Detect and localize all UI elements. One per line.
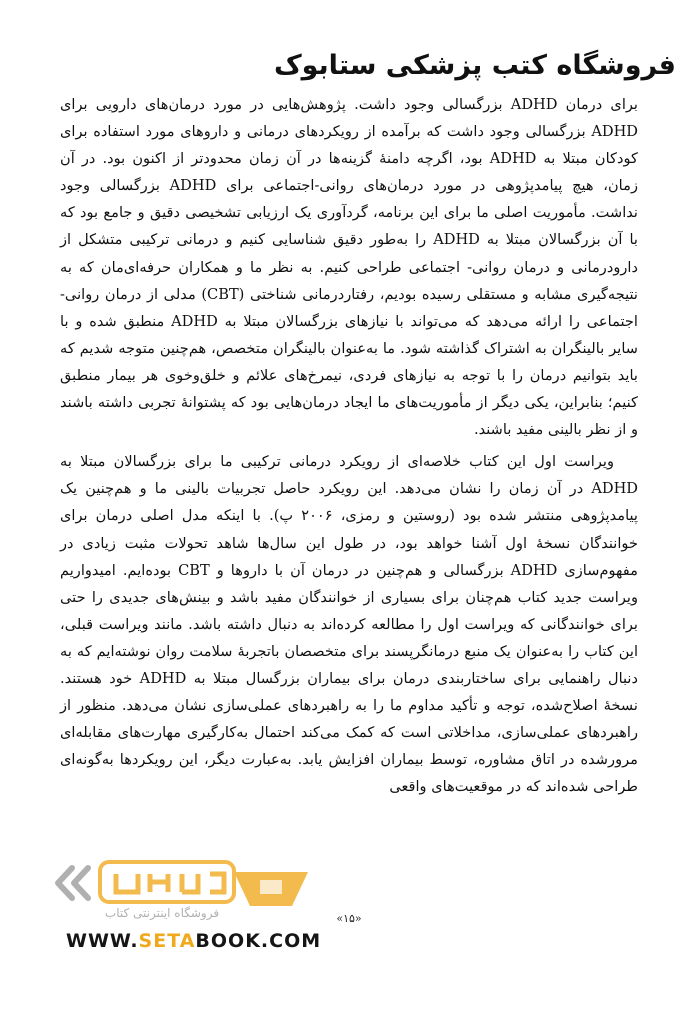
- website-url[interactable]: [66, 930, 321, 952]
- watermark-caption: فروشگاه اینترنتی کتاب: [104, 906, 220, 920]
- bookmark-badge-icon: [230, 866, 312, 910]
- website-url-prefix: WWW.: [66, 930, 139, 952]
- chevrons-icon: [52, 862, 96, 904]
- page-header-title: فروشگاه کتب پزشکی ستابوک: [273, 50, 676, 81]
- page-number: «۱۵»: [336, 912, 362, 925]
- paragraph-1: برای درمان ADHD بزرگسالی وجود داشت. پژوهش‌هایی در مورد درمان‌های دارویی برای ADHD بزرگسالی وجود داشت که برآمده از رویکردهای درمانی و داروهای مورد استفاده برای کودکان مبتلا به ADHD بود، اگرچه دامنهٔ گزینه‌ها در آن زمان محدودتر از اکنون بود. در آن زمان، هیچ پیامدپژوهی در مورد درمان‌های روانی-اجتماعی برای ADHD بزرگسالی وجود نداشت. مأموریت اصلی ما برای این برنامه، گردآوری یک ارزیابی تشخیصی دقیق و جامع بود که با آن بزرگسالان مبتلا به ADHD را به‌طور دقیق شناسایی کنیم و درمانی ترکیبی متشکل از دارودرمانی و درمان روانی- اجتماعی طراحی کنیم. به نظر ما و همکاران حرفه‌ای‌مان که به نتیجه‌گیری مشابه و مستقلی رسیده بودیم، رفتاردرمانی شناختی (CBT) مدلی از درمان روانی- اجتماعی را ارائه می‌دهد که می‌تواند با نیازهای بزرگسالان مبتلا به ADHD منطبق شده و با سایر بالینگران به اشتراک گذاشته شود. ما به‌عنوان بالینگران متخصص، هم‌چنین متوجه شدیم که باید بتوانیم درمان را با توجه به نیازهای فردی، نیمرخ‌های علائم و خلق‌وخوی هر بیمار منطبق کنیم؛ بنابراین، یکی دیگر از مأموریت‌های ما ایجاد درمان‌هایی بود که پشتوانهٔ تجربی داشته باشند و از نظر بالینی مفید باشند.: [60, 96, 638, 439]
- setabook-logo-icon: [98, 860, 236, 906]
- body-text: [60, 91, 638, 800]
- website-url-accent: SETA: [138, 930, 196, 952]
- website-url-suffix: BOOK.COM: [195, 930, 322, 952]
- paragraph-2: ویراست اول این کتاب خلاصه‌ای از رویکرد درمانی ترکیبی ما برای بزرگسالان مبتلا به ADHD در آن زمان را نشان می‌دهد. این رویکرد حاصل تجربیات بالینی ما و هم‌چنین یک پیامدپژوهی منتشر شده بود (روستین و رمزی، ۲۰۰۶ پ). با اینکه مدل اصلی درمان برای خوانندگان نسخهٔ اول آشنا خواهد بود، در طول این سال‌ها شاهد تحولات مثبت زیادی در مفهوم‌سازی ADHD بزرگسالی و هم‌چنین در درمان آن با داروها و CBT بوده‌ایم. امیدواریم ویراست جدید کتاب هم‌چنان برای بسیاری از خوانندگان مفید باشد و بینش‌های جدیدی را حتی برای خوانندگانی که ویراست اول را مطالعه کرده‌اند به دنبال داشته باشد. مانند ویراست قبلی، این کتاب را به‌عنوان یک منبع درمانگرپسند برای متخصصان باتجربهٔ سلامت روان نوشته‌ایم که به دنبال راهنمایی برای ساختاربندی درمان برای بیماران بزرگسال مبتلا به ADHD خود هستند. نسخهٔ اصلاح‌شده، توجه و تأکید مداوم ما را به راهبردهای عملی‌سازی نشان می‌دهد. منظور از راهبردهای عملی‌سازی، مداخلاتی است که کمک می‌کند احتمال به‌کارگیری مهارت‌های مقابله‌ای مرورشده در اتاق مشاوره، توسط بیماران افزایش یابد. به‌عبارت دیگر، این رویکردها به‌گونه‌ای طراحی شده‌اند که در موقعیت‌های واقعی: [60, 453, 638, 796]
